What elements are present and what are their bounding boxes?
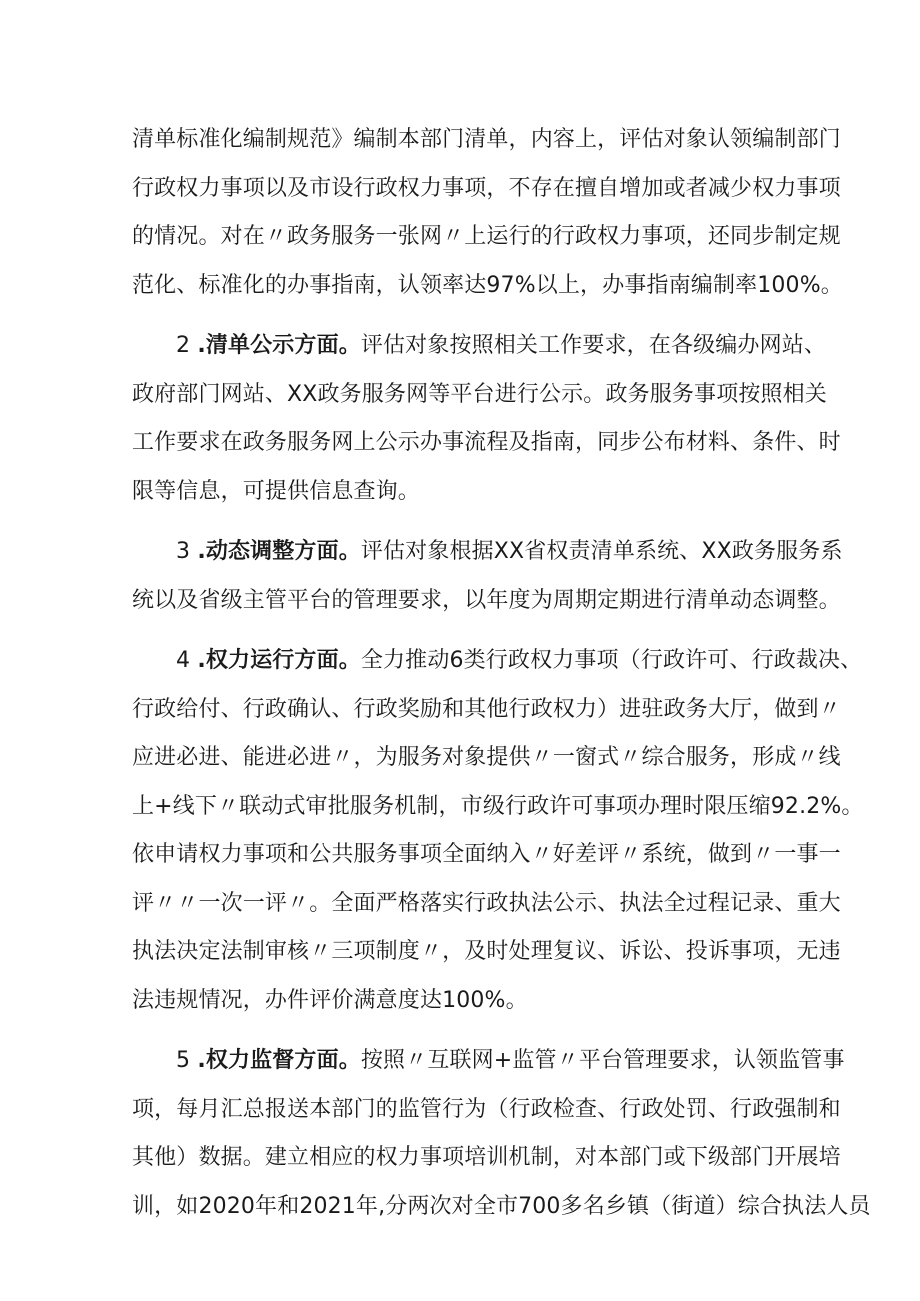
text-line: 其他）数据。建立相应的权力事项培训机制，对本部门或下级部门开展培 bbox=[132, 1145, 841, 1170]
section-number: 4 bbox=[176, 648, 191, 673]
text-line: 项，每月汇总报送本部门的监管行为（行政检查、行政处罚、行政强制和 bbox=[132, 1096, 841, 1122]
text-line: 执法决定法制审核〃三项制度〃，及时处理复议、诉讼、投诉事项，无违 bbox=[132, 939, 841, 964]
text-line: 行政权力事项以及市设行政权力事项，不存在擅自增加或者减少权力事项 bbox=[132, 175, 841, 201]
section-text: 全力推动6类行政权力事项（行政许可、行政裁决、 bbox=[360, 648, 863, 673]
text-line: 政府部门网站、XX政务服务网等平台进行公示。政务服务事项按照相关 bbox=[132, 381, 827, 407]
section-number: 5 bbox=[176, 1048, 191, 1073]
section-first-line bbox=[132, 1037, 845, 1086]
section-text: 按照〃互联网+监管〃平台管理要求，认领监管事 bbox=[360, 1048, 845, 1073]
section-first-line bbox=[132, 637, 863, 686]
section-text: 评估对象按照相关工作要求，在各级编办网站、 bbox=[360, 333, 827, 358]
text-line: 行政给付、行政确认、行政奖励和其他行政权力）进驻政务大厅，做到〃 bbox=[132, 696, 841, 722]
text-line: 依申请权力事项和公共服务事项全面纳入〃好差评〃系统，做到〃一事一 bbox=[132, 842, 841, 867]
document-body bbox=[132, 116, 871, 1231]
section-heading: .权力运行方面。 bbox=[197, 648, 361, 673]
intro-paragraph bbox=[132, 116, 843, 310]
text-line: 统以及省级主管平台的管理要求，以年度为周期定期进行清单动态调整。 bbox=[132, 587, 841, 613]
section-power-operation bbox=[132, 637, 864, 1025]
text-line: 清单标准化编制规范》编制本部门清单，内容上，评估对象认领编制部门 bbox=[132, 127, 841, 152]
text-line: 应进必进、能进必进〃，为服务对象提供〃一窗式〃综合服务，形成〃线 bbox=[132, 745, 841, 770]
text-line: 范化、标准化的办事指南，认领率达97%以上，办事指南编制率100%。 bbox=[132, 272, 843, 298]
text-line: 上+线下〃联动式审批服务机制，市级行政许可事项办理时限压缩92.2%。 bbox=[132, 793, 864, 819]
section-dynamic-adjustment bbox=[132, 528, 843, 625]
section-heading: .权力监督方面。 bbox=[197, 1048, 361, 1073]
section-power-supervision bbox=[132, 1037, 871, 1231]
text-line: 的情况。对在〃政务服务一张网〃上运行的行政权力事项，还同步制定规 bbox=[132, 224, 841, 249]
text-line: 评〃〃一次一评〃。全面严格落实行政执法公示、执法全过程记录、重大 bbox=[132, 890, 841, 916]
section-heading: .清单公示方面。 bbox=[197, 333, 361, 358]
text-line: 法违规情况，办件评价满意度达100%。 bbox=[132, 987, 528, 1013]
section-list-publicity bbox=[132, 322, 841, 516]
section-first-line bbox=[132, 322, 827, 371]
section-number: 2 bbox=[176, 333, 191, 358]
section-heading: .动态调整方面。 bbox=[197, 539, 361, 564]
text-line: 工作要求在政务服务网上公示办事流程及指南，同步公布材料、条件、时 bbox=[132, 430, 841, 455]
section-text: 评估对象根据XX省权责清单系统、XX政务服务系 bbox=[360, 539, 843, 564]
section-number: 3 bbox=[176, 539, 191, 564]
text-line: 训，如2020年和2021年,分两次对全市700多名乡镇（街道）综合执法人员 bbox=[132, 1193, 871, 1219]
section-first-line bbox=[132, 528, 843, 577]
text-line: 限等信息，可提供信息查询。 bbox=[132, 478, 420, 504]
